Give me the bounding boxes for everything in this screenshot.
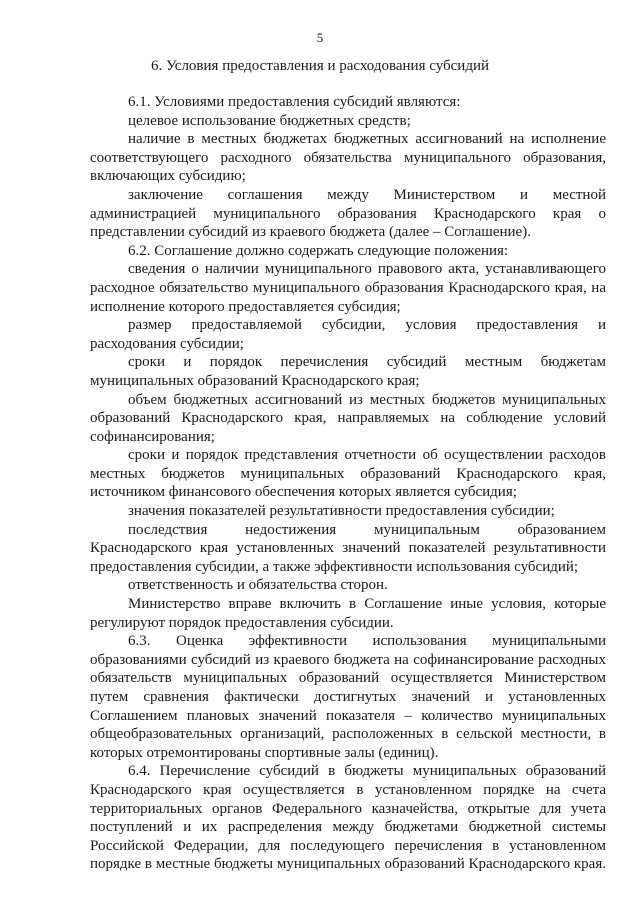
paragraph-cofinancing: объем бюджетных ассигнований из местных бюджетов муниципальных образований Краснодарского края, направляемых на соблюдение условий софинансирования; (90, 391, 606, 445)
paragraph-6-1: 6.1. Условиями предоставления субсидий являются: (128, 94, 461, 110)
paragraph-legal-act: сведения о наличии муниципального правового акта, устанавливающего расходное обязательство муниципального образования Краснодарского края, на исполнение которого предоставляется субсидия; (90, 261, 606, 315)
paragraph-subsidy-size: размер предоставляемой субсидии, условия предоставления и расходования субсидии; (90, 317, 606, 352)
paragraph-indicators: значения показателей результативности предоставления субсидии; (128, 503, 555, 520)
paragraph-ministry-rights: Министерство вправе включить в Соглашение иные условия, которые регулируют порядок предоставления субсидии. (90, 596, 606, 631)
paragraph-local-budgets: наличие в местных бюджетах бюджетных ассигнований на исполнение соответствующего расходного обязательства муниципального образования, включающих субсидию; (90, 131, 606, 185)
paragraph-consequences: последствия недостижения муниципальным образованием Краснодарского края установленных значений показателей результативности предоставления субсидии, а также эффективности использования субсидий; (90, 521, 606, 575)
paragraph-transfer-terms: сроки и порядок перечисления субсидий местным бюджетам муниципальных образований Краснодарского края; (90, 354, 606, 389)
paragraph-6-2: 6.2. Соглашение должно содержать следующие положения: (128, 242, 509, 259)
document-body (90, 93, 606, 874)
paragraph-reporting: сроки и порядок представления отчетности об осуществлении расходов местных бюджетов муниципальных образований Краснодарского края, источником финансового обеспечения которых является субсидия; (90, 447, 606, 501)
paragraph-6-4: 6.4. Перечисление субсидий в бюджеты муниципальных образований Краснодарского края осуществляется в установленном порядке на счета территориальных органов Федерального казначейства, открытые для учета поступлений и их распределения между бюджетами бюджетной системы Российской Федерации, для последующего перечисления в установленном порядке в местные бюджеты муниципальных образований Краснодарского края. (90, 763, 606, 873)
paragraph-6-3: 6.3. Оценка эффективности использования муниципальными образованиями субсидий из краевого бюджета на софинансирование расходных обязательств муниципальных образований осуществляется Министерством путем сравнения фактически достигнутых значений и установленных Соглашением плановых значений показателя – количество муниципальных общеобразовательных организаций, расположенных в сельской местности, в которых отремонтированы спортивные залы (единиц). (90, 633, 606, 761)
page-number: 5 (316, 30, 324, 45)
paragraph-responsibility: ответственность и обязательства сторон. (128, 577, 388, 594)
section-title: 6. Условия предоставления и расходования субсидий (150, 58, 490, 74)
paragraph-budget-use: целевое использование бюджетных средств; (128, 112, 411, 129)
paragraph-agreement-conclusion: заключение соглашения между Министерством и местной администрацией муниципального образования Краснодарского края о представлении субсидий из краевого бюджета (далее – Соглашение). (90, 186, 606, 241)
